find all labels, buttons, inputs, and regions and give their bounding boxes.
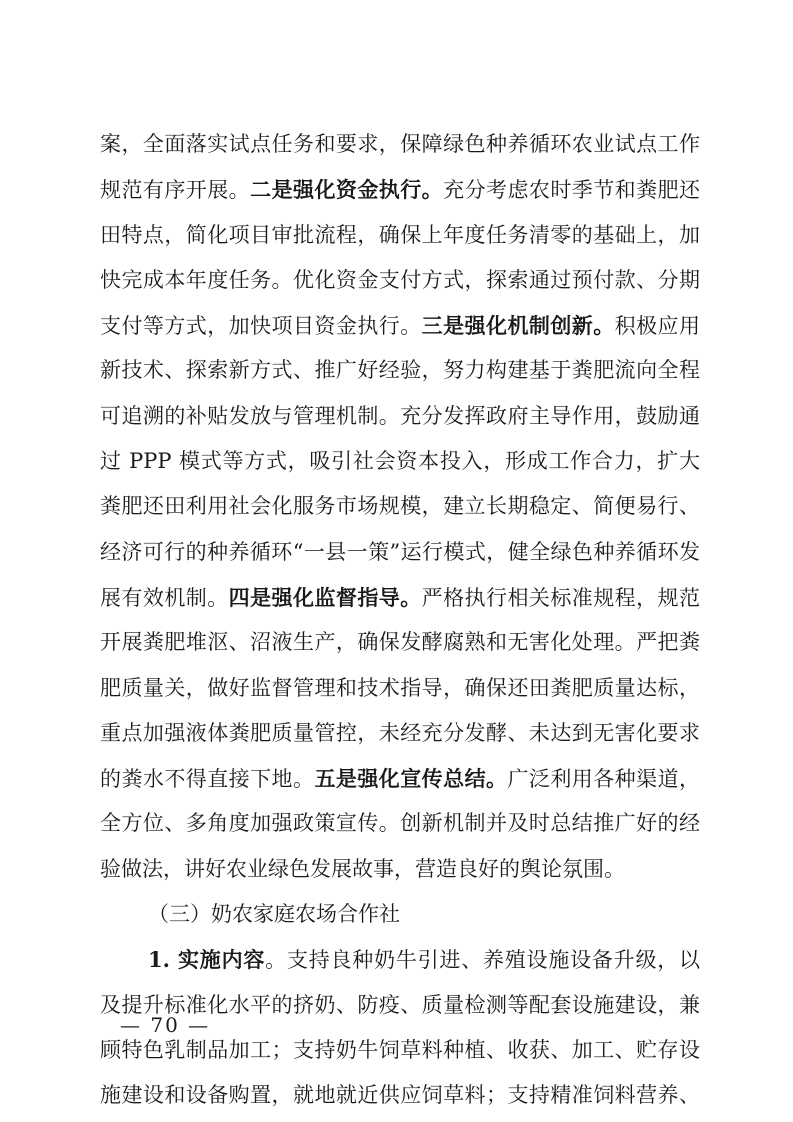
text-line [100,1073,700,1118]
text-line [100,620,700,665]
text-line [100,575,700,620]
text-line [100,484,700,529]
body-text-run: 严格执行相关标准规程，规范 [421,585,701,610]
body-text-run: 充分考虑农时季节和粪肥还 [443,178,701,203]
text-line [100,348,700,393]
text-line [100,394,700,439]
body-text-run: 全方位、多角度加强政策宣传。创新机制并及时总结推广好的经 [100,811,700,836]
text-line [100,439,700,484]
body-text-run: 验做法，讲好农业绿色发展故事，营造良好的舆论氛围。 [100,856,625,881]
bold-heading-text: 1. 实施内容 [148,947,266,973]
body-text-run: 快完成本年度任务。优化资金支付方式，探索通过预付款、分期 [100,267,700,292]
text-line [100,801,700,846]
text-line [100,847,700,892]
body-text-run: 的粪水不得直接下地。 [100,767,315,792]
body-text-run: 展有效机制。 [100,585,229,610]
body-text [100,122,700,1119]
body-text-run: 田特点，简化项目审批流程，确保上年度任务清零的基础上，加 [100,222,700,247]
text-line [100,937,700,982]
body-text-run: 规范有序开展。 [100,178,251,203]
text-line [100,167,700,212]
body-text-run: 肥质量关，做好监督管理和技术指导，确保还田粪肥质量达标， [100,675,700,700]
body-text-run: 开展粪肥堆沤、沼液生产，确保发酵腐熟和无害化处理。严把粪 [100,630,700,655]
body-text-run: 可追溯的补贴发放与管理机制。充分发挥政府主导作用，鼓励通 [100,403,700,428]
text-line [100,213,700,258]
body-text-run: 过 PPP 模式等方式，吸引社会资本投入，形成工作合力，扩大 [100,449,700,474]
bold-heading-text: 二是强化资金执行。 [250,177,444,203]
body-text-run: 重点加强液体粪肥质量管控，未经充分发酵、未达到无害化要求 [100,720,700,745]
body-text-run: 案，全面落实试点任务和要求，保障绿色种养循环农业试点工作 [100,132,700,156]
text-line [100,892,700,937]
body-text-run: 粪肥还田利用社会化服务市场规模，建立长期稳定、简便易行、 [100,494,700,519]
text-line [100,756,700,801]
body-text-run: 顾特色乳制品加工；支持奶牛饲草料种植、收获、加工、贮存设 [100,1037,700,1062]
body-text-run: 新技术、探索新方式、推广好经验，努力构建基于粪肥流向全程 [100,358,700,383]
bold-heading-text: 四是强化监督指导。 [228,584,422,610]
body-text-run: 积极应用 [614,314,701,339]
body-text-run: （三）奶农家庭农场合作社 [148,902,400,927]
text-line [100,711,700,756]
body-text-run: 经济可行的种养循环“一县一策”运行模式，健全绿色种养循环发 [100,539,700,564]
body-text-run: 支付等方式，加快项目资金执行。 [100,314,422,339]
body-text-run: 广泛利用各种渠道， [507,767,701,792]
body-text-run: 施建设和设备购置，就地就近供应饲草料；支持精准饲料营养、 [100,1083,700,1108]
text-line [100,666,700,711]
bold-heading-text: 五是强化宣传总结。 [314,766,508,792]
text-line [100,303,700,348]
page-number: — 70 — [120,1013,211,1037]
text-line [100,530,700,575]
bold-heading-text: 三是强化机制创新。 [421,313,615,339]
text-line [100,258,700,303]
body-text-run: 。支持良种奶牛引进、养殖设施设备升级，以 [265,948,701,973]
text-line [100,122,700,167]
body-text-run: 及提升标准化水平的挤奶、防疫、质量检测等配套设施建设，兼 [100,992,700,1017]
